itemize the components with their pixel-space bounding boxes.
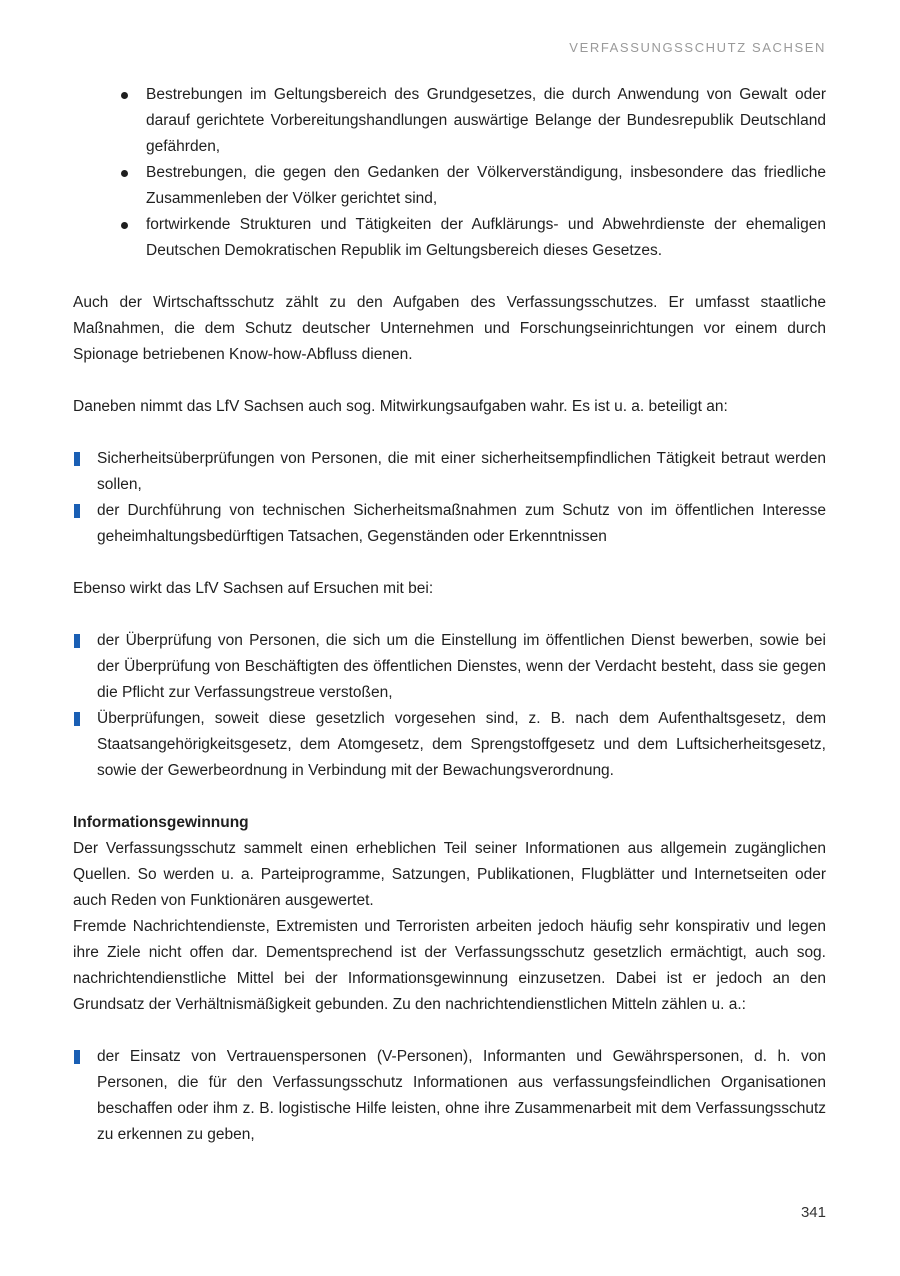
list-item: der Überprüfung von Personen, die sich um die Einstellung im öffentlichen Dienst bewerben, sowie bei der Überprüfung von Beschäftigten des öffentlichen Dienstes, wenn der Verdacht besteht, dass sie gegen die Pflicht zur Verfassungstreue verstoßen, [73,628,826,706]
blue-square-bullet-icon [74,452,80,466]
paragraph-info-1: Der Verfassungsschutz sammelt einen erheblichen Teil seiner Informationen aus allgemein zugänglichen Quellen. So werden u. a. Parteiprogramme, Satzungen, Publikationen, Flugblätter und Internetseiten oder auch Reden von Funktionären ausgewertet. [73,840,826,909]
list-item: Sicherheitsüberprüfungen von Personen, die mit einer sicherheitsempfindlichen Tätigkeit betraut werden sollen, [73,446,826,498]
list-mitwirkung [73,446,826,550]
running-header: VERFASSUNGSSCHUTZ SACHSEN [569,40,826,55]
blue-square-bullet-icon [74,634,80,648]
blue-square-bullet-icon [74,1050,80,1064]
bullet-dot-icon [121,92,128,99]
bullet-list-top [73,82,826,264]
paragraph-ersuchen: Ebenso wirkt das LfV Sachsen auf Ersuchen mit bei: [73,580,434,597]
list-item: Überprüfungen, soweit diese gesetzlich vorgesehen sind, z. B. nach dem Aufenthaltsgesetz, dem Staatsangehörigkeitsgesetz, dem Atomgesetz, dem Sprengstoffgesetz und dem Luftsicherheitsgesetz, sowie der Gewerbeordnung in Verbindung mit der Bewachungsverordnung. [73,706,826,784]
list-item: der Durchführung von technischen Sicherheitsmaßnahmen zum Schutz von im öffentlichen Interesse geheimhaltungsbedürftigen Tatsachen, Gegenständen oder Erkenntnissen [73,498,826,550]
paragraph-info-2: Fremde Nachrichtendienste, Extremisten und Terroristen arbeiten jedoch häufig sehr konspirativ und legen ihre Ziele nicht offen dar. Dementsprechend ist der Verfassungsschutz gesetzlich ermächtigt, auch sog. nachrichtendienstliche Mittel bei der Informationsgewinnung einzusetzen. Dabei ist er jedoch an den Grundsatz der Verhältnismäßigkeit gebunden. Zu den nachrichtendienstlichen Mitteln zählen u. a.: [73,918,826,1013]
list-item: fortwirkende Strukturen und Tätigkeiten der Aufklärungs- und Abwehrdienste der ehemaligen Deutschen Demokratischen Republik im Geltungsbereich dieses Gesetzes. [146,212,826,264]
list-item: der Einsatz von Vertrauenspersonen (V-Personen), Informanten und Gewährspersonen, d. h. von Personen, die für den Verfassungsschutz Informationen aus verfassungsfeindlichen Organisationen beschaffen oder ihm z. B. logistische Hilfe leisten, ohne ihre Zusammenarbeit mit dem Verfassungsschutz zu erkennen zu geben, [73,1044,826,1148]
blue-square-bullet-icon [74,504,80,518]
blue-square-bullet-icon [74,712,80,726]
list-item: Bestrebungen, die gegen den Gedanken der Völkerverständigung, insbesondere das friedliche Zusammenleben der Völker gerichtet sind, [146,160,826,212]
paragraph-mitwirkung: Daneben nimmt das LfV Sachsen auch sog. Mitwirkungsaufgaben wahr. Es ist u. a. beteiligt an: [73,398,728,415]
list-ersuchen [73,628,826,784]
bullet-dot-icon [121,222,128,229]
paragraph-wirtschaftsschutz: Auch der Wirtschaftsschutz zählt zu den Aufgaben des Verfassungsschutzes. Er umfasst staatliche Maßnahmen, die dem Schutz deutscher Unternehmen und Forschungseinrichtungen vor einem durch Spionage betriebenen Know-how-Abfluss dienen. [73,294,826,363]
list-item: Bestrebungen im Geltungsbereich des Grundgesetzes, die durch Anwendung von Gewalt oder darauf gerichtete Vorbereitungshandlungen auswärtige Belange der Bundesrepublik Deutschland gefährden, [146,82,826,160]
page-number: 341 [800,1204,826,1221]
bullet-dot-icon [121,170,128,177]
list-mittel [73,1044,826,1148]
page-content [73,82,826,1148]
section-heading: Informationsgewinnung [73,814,249,831]
